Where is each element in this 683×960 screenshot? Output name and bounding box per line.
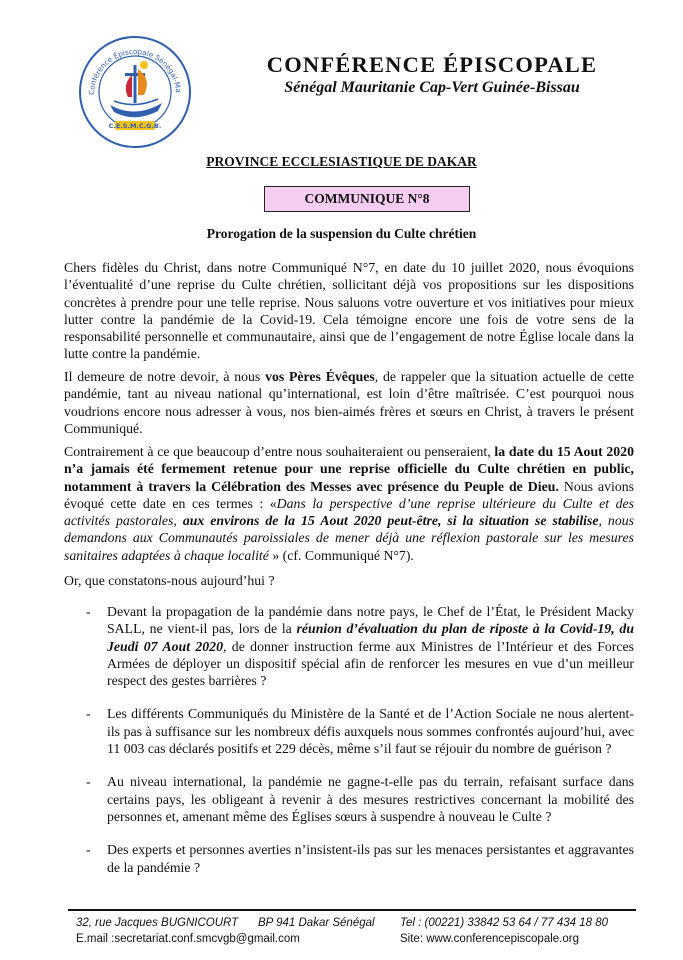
paragraph-3	[64, 443, 634, 564]
communique-number: COMMUNIQUE N°8	[304, 191, 430, 206]
communique-number-box	[264, 186, 470, 212]
p3-quote-bold: aux environs de la 15 Aout 2020 peut-être, si la situation se stabilise	[176, 513, 599, 529]
footer-bp: BP 941 Dakar Sénégal	[258, 917, 375, 929]
p3-text-b: Nous avions évoqué cette date en ces termes : «	[64, 478, 635, 511]
document-subject: Prorogation de la suspension du Culte chrétien	[206, 226, 477, 241]
p3-bold: la date du 15 Aout 2020 n’a jamais été fermement retenue pour une reprise officielle du Culte chrétien en public, notamment à travers la Célébration des Messes avec présence du Peuple de Dieu.	[64, 444, 634, 494]
b2-text: Les différents Communiqués du Ministère de la Santé et de l’Action Sociale ne nous alertent-ils pas à suffisance sur les nombreux défis auxquels nous sommes confrontés aujourd’hui, avec 11 003 cas déclarés positifs et 229 décès, même s’il faut se réjouir du nombre de guérison ?	[107, 706, 634, 757]
paragraph-2	[64, 368, 634, 437]
footer-email: E.mail :secretariat.conf.smcvgb@gmail.com	[76, 933, 300, 945]
b4-text: Des experts et personnes averties n’insistent-ils pas sur les menaces persistantes et aggravantes de la pandémie ?	[107, 842, 634, 875]
paragraph-bishops	[64, 368, 634, 437]
b1-text-b: , de donner instruction ferme aux Ministres de l’Intérieur et des Forces Armées de déployer un dispositif spécial afin de renforcer les mesures en vue d’un meilleur respect des gestes barrières ?	[107, 638, 634, 689]
logo-badge-text: C.E.S.M.C.G.B.	[108, 122, 162, 130]
list-item	[64, 705, 634, 757]
b1-text-a: Devant la propagation de la pandémie dans notre pays, le Chef de l’État, le Président Macky SALL, ne vient-il pas, lors de la	[107, 604, 634, 637]
bullet-list	[64, 603, 634, 892]
paragraph-4: Or, que constatons-nous aujourd’hui ?	[64, 573, 275, 588]
p3-text-a: Contrairement à ce que beaucoup d’entre nous souhaiteraient ou penseraient,	[64, 444, 495, 459]
p3-end: » (cf. Communiqué N°7).	[268, 547, 414, 563]
bullet-dash: -	[86, 842, 91, 858]
paragraph-intro	[64, 259, 634, 363]
conference-logo	[78, 35, 192, 149]
list-item	[64, 841, 634, 876]
province-heading: PROVINCE ECCLESIASTIQUE DE DAKAR	[206, 154, 477, 169]
svg-text:Conférence Épiscopale Sénégal-: Conférence Épiscopale Sénégal-Ma	[86, 46, 183, 96]
logo-emblem-icon	[78, 35, 192, 149]
p2-text-b: , de rappeler que la situation actuelle de cette pandémie, tant au niveau national qu’international, est loin d’être maîtrisée. C’est pourquoi nous voudrions encore nous adresser à vous, nos bien-aimés frères et sœurs en Christ, à travers le présent Communiqué.	[64, 369, 634, 436]
org-subtitle: Sénégal Mauritanie Cap-Vert Guinée-Bissau	[284, 79, 580, 96]
b3-text: Au niveau international, la pandémie ne gagne-t-elle pas du terrain, refaisant surface dans certains pays, les obligeant à revenir à des mesures restrictives concernant la mobilité des personnes et, amenant même des Églises sœurs à suspendre à nouveau le Culte ?	[107, 774, 634, 824]
paragraph-1: Chers fidèles du Christ, dans notre Communiqué N°7, en date du 10 juillet 2020, nous évoquions l’éventualité d’une reprise du Culte chrétien, sollicitant déjà vos propositions sur les dispositions concrètes à prendre pour une telle reprise. Nous saluons votre ouverture et vos initiatives pour mieux lutter contre la pandémie de la Covid-19. Cela témoigne encore une fois de votre sens de la responsabilité personnelle et communautaire, ainsi que de l’engagement de notre Église locale dans la lutte contre la pandémie.	[64, 260, 634, 362]
footer-address: 32, rue Jacques BUGNICOURT	[76, 917, 239, 929]
footer-site: Site: www.conferencepiscopale.org	[400, 933, 579, 945]
footer-tel: Tel : (00221) 33842 53 64 / 77 434 18 80	[400, 917, 609, 929]
p2-bold: vos Pères Évêques	[265, 369, 375, 384]
b1-bold: réunion d’évaluation du plan de riposte à la Covid-19, du Jeudi 07 Aout 2020	[107, 621, 634, 654]
p3-quote-b: , nous demandons aux Communautés paroissiales de mener déjà une réflexion pastorale sur les mesures sanitaires adaptées à chaque localité	[64, 513, 634, 563]
footer-divider	[68, 909, 636, 911]
paragraph-question	[64, 572, 634, 589]
bullet-dash: -	[86, 706, 91, 722]
paragraph-date	[64, 443, 634, 564]
list-item	[64, 603, 634, 689]
list-item	[64, 773, 634, 825]
p2-text-a: Il demeure de notre devoir, à nous	[64, 369, 266, 384]
bullet-dash: -	[86, 774, 91, 790]
org-title: CONFÉRENCE ÉPISCOPALE	[266, 52, 598, 77]
p3-quote-a: Dans la perspective d’une reprise ultérieure du Culte et des activités pastorales,	[64, 495, 634, 529]
bullet-dash: -	[86, 604, 91, 619]
